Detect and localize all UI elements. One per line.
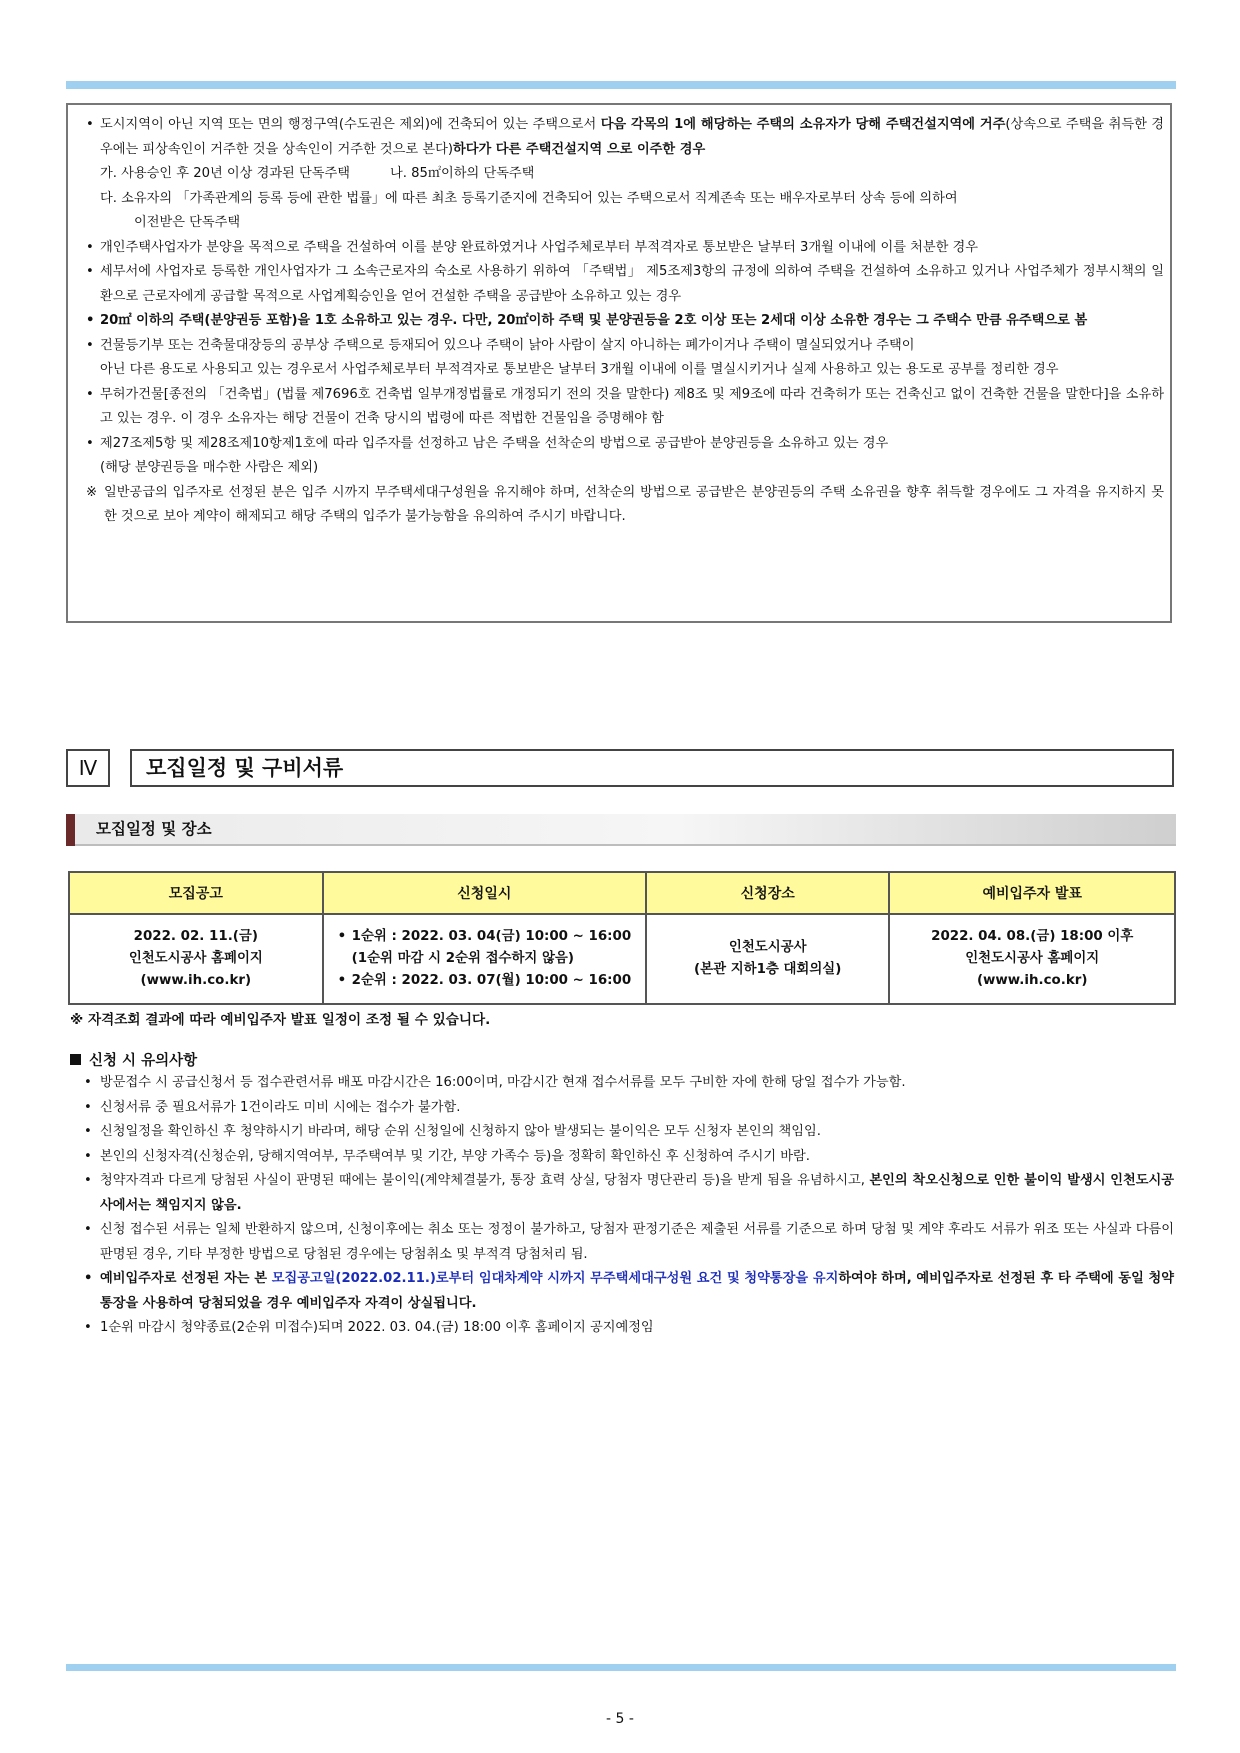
housing-exception-box: [66, 103, 1172, 623]
header-rule: [66, 81, 1176, 89]
list-item-cont: 아닌 다른 용도로 사용되고 있는 경우로서 사업주체로부터 부적격자로 통보받은 날부터 3개월 이내에 이를 멸실시키거나 실제 사용하고 있는 용도로 공부를 정리한 경우: [100, 362, 1059, 377]
announce-url: (www.ih.co.kr): [976, 973, 1088, 988]
notice-url: (www.ih.co.kr): [140, 973, 252, 988]
subheading: 모집일정 및 장소: [96, 820, 212, 838]
column-header: 신청장소: [646, 872, 889, 914]
subheading-bar: [66, 814, 1176, 846]
list-item: • 1순위 마감시 청약종료(2순위 미접수)되며 2022. 03. 04.(금) 18:00 이후 홈페이지 공지예정임: [84, 1316, 1174, 1341]
notice-where: 인천도시공사 홈페이지: [128, 951, 263, 966]
list-item: • 건물등기부 또는 건축물대장등의 공부상 주택으로 등재되어 있으나 주택이 낡아 사람이 살지 아니하는 폐가이거나 주택이 멸실되었거나 주택이: [86, 334, 1164, 359]
table-row: [69, 914, 1175, 1004]
place-cell: [646, 914, 889, 1004]
list-item: • 세무서에 사업자로 등록한 개인사업자가 그 소속근로자의 숙소로 사용하기 위하여 「주택법」 제5조제3항의 규정에 의하여 주택을 건설하여 소유하고 있거나 사업주체가 정부시책의 일환으로 근로자에게 공급할 목적으로 사업계획승인을 얻어 건설한 주택을 공급받아 소유하고 있는 경우: [86, 260, 1164, 309]
announce-cell: [889, 914, 1175, 1004]
section-title: 모집일정 및 구비서류: [130, 749, 1174, 787]
apply-second-rank: • 2순위 : 2022. 03. 07(월) 10:00 ~ 16:00: [338, 970, 644, 992]
table-header-row: [69, 872, 1175, 914]
list-item: • 본인의 신청자격(신청순위, 당해지역여부, 무주택여부 및 기간, 부양 가족수 등)을 정확히 확인하신 후 신청하여 주시기 바람.: [84, 1145, 1174, 1170]
footer-rule: [66, 1664, 1176, 1671]
apply-cell: [323, 914, 646, 1004]
subheading-accent: [66, 814, 75, 846]
schedule-adjust-note: ※ 자격조회 결과에 따라 예비입주자 발표 일정이 조정 될 수 있습니다.: [70, 1012, 491, 1028]
announce-where: 인천도시공사 홈페이지: [965, 951, 1100, 966]
section-number: Ⅳ: [66, 749, 110, 787]
square-bullet-icon: [70, 1054, 81, 1065]
apply-first-rank: • 1순위 : 2022. 03. 04(금) 10:00 ~ 16:00: [338, 926, 644, 948]
caution-title: 신청 시 유의사항: [89, 1053, 198, 1069]
list-item: • 제27조제5항 및 제28조제10항제1호에 따라 입주자를 선정하고 남은 주택을 선착순의 방법으로 공급받아 분양권등을 소유하고 있는 경우: [86, 432, 1164, 457]
notice-date: 2022. 02. 11.(금): [133, 929, 258, 944]
announce-date: 2022. 04. 08.(금) 18:00 이후: [931, 929, 1134, 944]
list-item: • 무허가건물[종전의 「건축법」(법률 제7696호 건축법 일부개정법률로 개정되기 전의 것을 말한다) 제8조 및 제9조에 따라 건축허가 또는 건축신고 없이 건축한 건물을 말한다]을 소유하고 있는 경우. 이 경우 소유자는 해당 건물이 건축 당시의 법령에 따른 적법한 건물임을 증명해야 함: [86, 383, 1164, 432]
list-item: • 20㎡ 이하의 주택(분양권등 포함)을 1호 소유하고 있는 경우. 다만, 20㎡이하 주택 및 분양권등을 2호 이상 또는 2세대 이상 소유한 경우는 그 주택수 만큼 유주택으로 봄: [86, 309, 1164, 334]
sub-item: 다. 소유자의 「가족관계의 등록 등에 관한 법률」에 따른 최초 등록기준지에 건축되어 있는 주택으로서 직계존속 또는 배우자로부터 상속 등에 의하여: [100, 190, 958, 206]
place-name: 인천도시공사: [728, 940, 807, 955]
place-detail: (본관 지하1층 대회의실): [694, 962, 842, 977]
list-item: • 청약자격과 다르게 당첨된 사실이 판명된 때에는 불이익(계약체결불가, 통장 효력 상실, 당첨자 명단관리 등)을 받게 됨을 유념하시고, 본인의 착오신청으로 인한 불이익 발생시 인천도시공사에서는 책임지지 않음.: [84, 1169, 1174, 1218]
note: ※ 일반공급의 입주자로 선정된 분은 입주 시까지 무주택세대구성원을 유지해야 하며, 선착순의 방법으로 공급받은 분양권등의 주택 소유권을 향후 취득할 경우에도 그 자격을 유지하지 못한 것으로 보아 계약이 해제되고 해당 주택의 입주가 불가능함을 유의하여 주시기 바랍니다.: [86, 484, 1164, 524]
caution-heading: [70, 1049, 197, 1070]
list-item-cont: (해당 분양권등을 매수한 사람은 제외): [100, 460, 319, 475]
column-header: 예비입주자 발표: [889, 872, 1175, 914]
column-header: 신청일시: [323, 872, 646, 914]
page-number: - 5 -: [606, 1711, 634, 1727]
sub-item-cont: 이전받은 단독주택: [134, 215, 241, 230]
apply-first-note: (1순위 마감 시 2순위 접수하지 않음): [351, 951, 574, 966]
list-item: • 신청일정을 확인하신 후 청약하시기 바라며, 해당 순위 신청일에 신청하지 않아 발생되는 불이익은 모두 신청자 본인의 책임임.: [84, 1120, 1174, 1145]
notice-cell: [69, 914, 323, 1004]
sub-item: 가. 사용승인 후 20년 이상 경과된 단독주택 나. 85㎡이하의 단독주택: [100, 166, 535, 181]
list-item: • 신청서류 중 필요서류가 1건이라도 미비 시에는 접수가 불가함.: [84, 1096, 1174, 1121]
caution-list: [84, 1071, 1174, 1341]
list-item: • 예비입주자로 선정된 자는 본 모집공고일(2022.02.11.)로부터 임대차계약 시까지 무주택세대구성원 요건 및 청약통장을 유지하여야 하며, 예비입주자로 선정된 후 타 주택에 동일 청약통장을 사용하여 당첨되었을 경우 예비입주자 자격이 상실됩니다.: [84, 1267, 1174, 1316]
list-item: • 신청 접수된 서류는 일체 반환하지 않으며, 신청이후에는 취소 또는 정정이 불가하고, 당첨자 판정기준은 제출된 서류를 기준으로 하며 당첨 및 계약 후라도 서류가 위조 또는 사실과 다름이 판명된 경우, 기타 부정한 방법으로 당첨된 경우에는 당첨취소 및 부적격 당첨처리 됨.: [84, 1218, 1174, 1267]
list-item: • 도시지역이 아닌 지역 또는 면의 행정구역(수도권은 제외)에 건축되어 있는 주택으로서 다음 각목의 1에 해당하는 주택의 소유자가 당해 주택건설지역에 거주(상속으로 주택을 취득한 경우에는 피상속인이 거주한 것을 상속인이 거주한 것으로 본다)하다가 다른 주택건설지역 으로 이주한 경우: [86, 113, 1164, 162]
list-item: • 방문접수 시 공급신청서 등 접수관련서류 배포 마감시간은 16:00이며, 마감시간 현재 접수서류를 모두 구비한 자에 한해 당일 접수가 가능함.: [84, 1071, 1174, 1096]
list-item: • 개인주택사업자가 분양을 목적으로 주택을 건설하여 이를 분양 완료하였거나 사업주체로부터 부적격자로 통보받은 날부터 3개월 이내에 이를 처분한 경우: [86, 236, 1164, 261]
column-header: 모집공고: [69, 872, 323, 914]
schedule-table: [68, 871, 1176, 1005]
